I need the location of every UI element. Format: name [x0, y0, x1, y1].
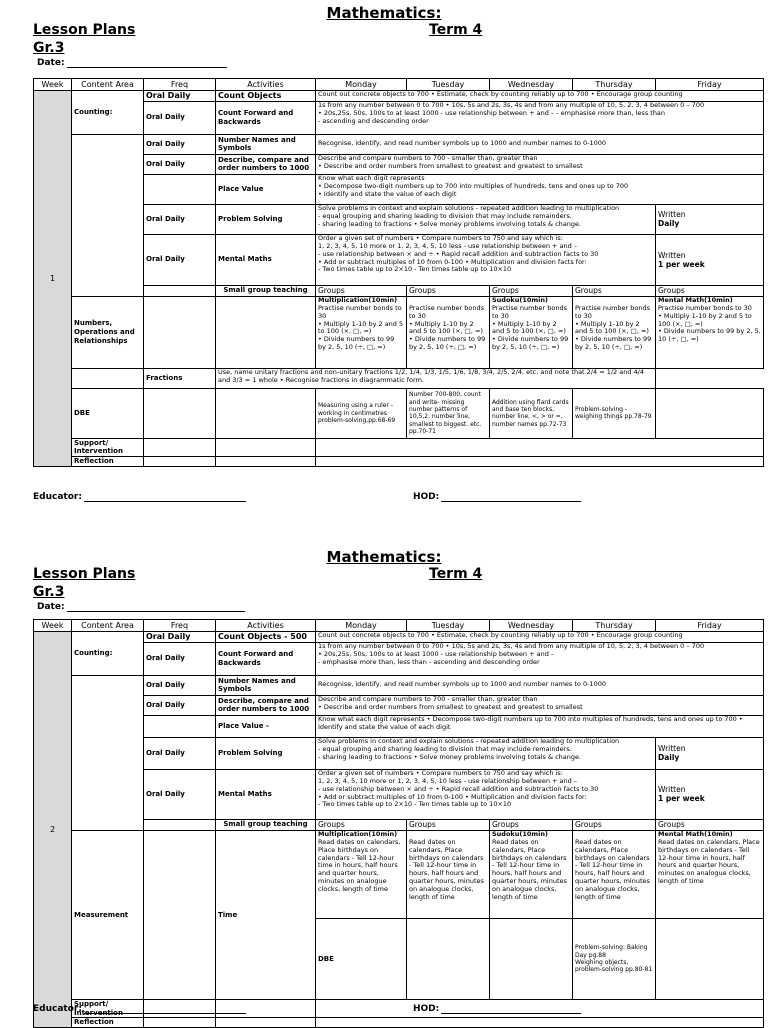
mental_maths-text — [316, 234, 656, 285]
hod-label: HOD: — [413, 1004, 440, 1014]
term-label: Term 4 — [429, 22, 483, 38]
freq-cell — [144, 1018, 216, 1028]
groups-cell: Groups — [316, 285, 407, 296]
mental_maths-description: Order a given set of numbers • Compare numbers to 750 and say which is: 1, 2, 3, 4, 5, 10 more or 1, 2, 3, 4, 5, 10 less - use relationship between + and – - use relationship between × and ÷ • Rapid recall addition and subtraction facts to 30 • Add or subtract multiples of 10 from 0-100 • Multiplication and division facts for: - Two times table up to 2×10 - Ten times table up to 10×10 — [318, 769, 599, 809]
header-0: Week — [34, 79, 72, 91]
lesson-plan-table — [33, 78, 764, 467]
dbe-text: Addition using flard cards and base ten blocks, number line, <, > or =, number names pp.72-73 — [492, 398, 569, 428]
educator-signature — [33, 492, 246, 502]
day-activity-cell — [490, 296, 573, 368]
activity-text: Practise number bonds to 30 • Multiply 1-10 by 2 and 5 to 100 (×, □, =) • Divide numbers to 99 by 2, 5, 10 (÷, □, =) — [575, 303, 652, 352]
subject-title: Mathematics: — [326, 4, 442, 22]
count-forward-text — [316, 642, 764, 675]
activity-title: Multiplication(10min) — [318, 830, 398, 838]
small-group-label: Small group teaching — [216, 285, 316, 296]
activity-cell — [216, 388, 316, 438]
describe-description: Describe and compare numbers to 700 - smaller than, greater than • Describe and order numbers from smallest to greatest and greatest to smallest — [318, 695, 583, 711]
day-activity-cell — [407, 830, 490, 918]
activity-cell: Problem Solving — [216, 737, 316, 769]
fractions-description: Use, name unitary fractions and non-unitary fractions 1/2, 1/4, 1/3, 1/5, 1/6, 1/8, 3/4, 2/5, 2/4, etc. and note that 2/4 = 1/2 and 4/4 and 3/3 = 1 whole • Recognise fractions in diagrammatic form. — [218, 368, 644, 384]
lesson-plans-title: Lesson Plans — [33, 22, 136, 38]
header-4: Monday — [316, 79, 407, 91]
mental_maths-description: Order a given set of numbers • Compare numbers to 750 and say which is: 1, 2, 3, 4, 5, 10 more or 1, 2, 3, 4, 5, 10 less - use relationship between + and – - use relationship between × and ÷ • Rapid recall addition and subtraction facts to 30 • Add or subtract multiples of 10 from 0-100 • Multiplication and division facts for: - Two times table up to 2×10 - Ten times table up to 10×10 — [318, 234, 599, 274]
freq-cell — [144, 174, 216, 204]
date-line — [67, 59, 227, 68]
header-5: Tuesday — [407, 620, 490, 632]
problem_solving-written — [656, 737, 764, 769]
lesson-plans-title: Lesson Plans — [33, 566, 136, 582]
grade-label: Gr.3 — [33, 584, 65, 600]
day-activity-cell — [573, 296, 656, 368]
header-7: Thursday — [573, 79, 656, 91]
date-field — [37, 602, 245, 612]
hod-line — [441, 493, 581, 502]
activity-text: Practise number bonds to 30 • Multiply 1-10 by 2 and 5 to 100 (×, □, =) • Divide numbers to 99 by 2, 5, 10 (÷, □, =) — [409, 303, 486, 352]
activity-cell: Describe, compare and order numbers to 1000 — [216, 695, 316, 715]
dbe-cell — [407, 388, 490, 438]
reflection-label: Reflection — [72, 456, 144, 466]
count-forward-text — [316, 101, 764, 134]
written-frequency: 1 per week — [658, 794, 705, 804]
count-objects-text — [316, 632, 764, 643]
empty-cell — [316, 438, 764, 456]
number-names-text — [316, 675, 764, 695]
place_value-text — [316, 715, 764, 737]
header-4: Monday — [316, 620, 407, 632]
groups-cell: Groups — [490, 285, 573, 296]
freq-cell: Oral Daily — [144, 632, 216, 643]
date-label: Date: — [37, 602, 65, 612]
table-header — [34, 79, 764, 91]
activity-text: Practise number bonds to 30 • Multiply 1-10 by 2 and 5 to 100 (×, □, =) • Divide numbers to 99 by 2, 5, 10 (÷, □, =) — [492, 303, 569, 352]
dbe-text: Number 700-800, count and write- missing number patterns of 10,5,2, number line, smallest to biggest. etc. pp.70-71 — [409, 391, 482, 435]
activity-title: Sudoku(10min) — [492, 296, 548, 304]
activity-text: Read dates on calendars, Place birthdays on calendars - Tell 12-hour time in hours, half hours and quarter hours, minutes on analogue clocks, length of time — [318, 837, 401, 894]
header-2: Freq — [144, 620, 216, 632]
hod-signature — [413, 492, 581, 502]
header-3: Activities — [216, 79, 316, 91]
problem_solving-written — [656, 204, 764, 234]
freq-cell: Oral Daily — [144, 91, 216, 102]
activity-cell — [216, 456, 316, 466]
freq-cell — [144, 296, 216, 368]
written-label: Written — [658, 785, 686, 795]
lesson-plan-table — [33, 619, 764, 1028]
hod-line — [441, 1005, 581, 1014]
freq-cell — [72, 368, 144, 388]
groups-cell: Groups — [316, 819, 407, 830]
freq-cell — [144, 388, 216, 438]
activity-cell: Place Value - — [216, 715, 316, 737]
small-group-label: Small group teaching — [216, 819, 316, 830]
activity-text: Read dates on calendars, Place birthdays on calendars - Tell 12-hour time in hours, half hours and quarter hours, minutes on analogue clocks, length of time — [575, 837, 650, 902]
freq-cell: Oral Daily — [144, 769, 216, 819]
activity-title: Mental Math(10min) — [658, 296, 733, 304]
describe-text — [316, 695, 764, 715]
written-frequency: Daily — [658, 753, 680, 763]
empty-cell — [316, 456, 764, 466]
dbe-cell — [656, 918, 764, 999]
count-forward-description: 1s from any number between 0 to 700 • 10s, 5s and 2s, 3s, 4s and from any multiple of 10, 5, 2, 3, 4 between 0 – 700 • 20s,25s, 50s, 100s to at least 1000 - use relationship between + and – - emphasise more than, less than - ascending and descending order — [318, 642, 705, 666]
number-names-description: Recognise, identify, and read number symbols up to 1000 and number names to 0-1000 — [318, 680, 607, 689]
date-field — [37, 58, 227, 68]
header-8: Friday — [656, 620, 764, 632]
problem_solving-text — [316, 204, 656, 234]
educator-signature — [33, 1004, 246, 1014]
activity-cell: Place Value — [216, 174, 316, 204]
header-5: Tuesday — [407, 79, 490, 91]
day-activity-cell — [656, 296, 764, 368]
dbe-text: Problem-solving - weighing things pp.78-79 — [575, 405, 652, 421]
header-1: Content Area — [72, 620, 144, 632]
place_value-description: Know what each digit represents • Decompose two-digit numbers up to 700 into multiples of hundreds, tens and ones up to 700 • Identify and state the value of each digit — [318, 174, 629, 198]
freq-cell — [144, 456, 216, 466]
educator-line — [84, 493, 246, 502]
groups-cell: Groups — [656, 819, 764, 830]
written-frequency: Daily — [658, 219, 680, 229]
freq-cell: Oral Daily — [144, 204, 216, 234]
written-label: Written — [658, 210, 686, 220]
dbe-text: Measuring using a ruler - working in centimetres problem-solving,pp.68-69 — [318, 402, 396, 424]
activity-cell: Mental Maths — [216, 234, 316, 285]
support-label: Support/ Intervention — [72, 1000, 144, 1018]
topic-activity-cell — [216, 296, 316, 368]
day-activity-cell — [656, 830, 764, 918]
activity-cell — [216, 438, 316, 456]
freq-cell: Oral Daily — [144, 675, 216, 695]
header-0: Week — [34, 620, 72, 632]
content-area-blank — [72, 134, 144, 296]
day-activity-cell — [490, 830, 573, 918]
activity-text: Read dates on calendars, Place birthdays on calendars - Tell 12-hour time in hours, half hours and quarter hours, minutes on analogue clocks, length of time — [409, 837, 484, 902]
activity-cell: Number Names and Symbols — [216, 134, 316, 154]
mental_maths-written — [656, 234, 764, 285]
header-8: Friday — [656, 79, 764, 91]
number-names-description: Recognise, identify, and read number symbols up to 1000 and number names to 0-1000 — [318, 139, 607, 148]
empty-cell — [316, 1018, 764, 1028]
written-label: Written — [658, 250, 686, 260]
freq-cell: Oral Daily — [144, 642, 216, 675]
header-3: Activities — [216, 620, 316, 632]
dbe-cell — [573, 918, 656, 999]
groups-cell: Groups — [490, 819, 573, 830]
term-label: Term 4 — [429, 566, 483, 582]
topic-activity-cell: Fractions — [144, 368, 216, 388]
count-objects-description: Count out concrete objects to 700 • Estimate, check by counting reliably up to 700 • Encourage group counting — [318, 631, 683, 639]
freq-cell — [407, 918, 490, 999]
header-1: Content Area — [72, 79, 144, 91]
header-7: Thursday — [573, 620, 656, 632]
groups-cell: Groups — [656, 285, 764, 296]
hod-signature — [413, 1004, 581, 1014]
subject-title: Mathematics: — [326, 548, 442, 566]
content-area-cell: Numbers, Operations and Relationships — [72, 296, 144, 368]
activity-cell: Describe, compare and order numbers to 1000 — [216, 154, 316, 174]
counting-cell: Counting: — [72, 91, 144, 135]
hod-label: HOD: — [413, 492, 440, 502]
content-area-cell: Measurement — [72, 830, 144, 999]
topic-activity-cell: Time — [216, 830, 316, 999]
dbe-cell — [316, 388, 407, 438]
date-label: Date: — [37, 58, 65, 68]
activity-text: Practise number bonds to 30 • Multiply 1-10 by 2 and 5 to 100 (×, □, =) • Divide numbers to 99 by 2, 5, 10 (÷, □, =) — [658, 303, 761, 344]
educator-label: Educator: — [33, 492, 82, 502]
freq-cell: Oral Daily — [144, 695, 216, 715]
activity-title: Sudoku(10min) — [492, 830, 548, 838]
support-label: Support/ Intervention — [72, 438, 144, 456]
freq-cell: Oral Daily — [144, 101, 216, 134]
counting-cell: Counting: — [72, 632, 144, 676]
day-activity-cell — [573, 830, 656, 918]
educator-line — [84, 1005, 246, 1014]
freq-cell — [144, 285, 216, 296]
describe-description: Describe and compare numbers to 700 - smaller than, greater than • Describe and order numbers from smallest to greatest and greatest to smallest — [318, 154, 583, 170]
written-frequency: 1 per week — [658, 259, 705, 269]
activity-text: Practise number bonds to 30 • Multiply 1-10 by 2 and 5 to 100 (×, □, =) • Divide numbers to 99 by 2, 5, 10 (÷, □, =) — [318, 303, 404, 352]
freq-cell: Oral Daily — [144, 234, 216, 285]
activity-cell — [490, 918, 573, 999]
problem_solving-description: Solve problems in context and explain solutions - repeated addition leading to multiplication - equal grouping and sharing leading to division that may include remainders. - sharing leading to fractions • Solve money problems involving totals & change. — [318, 204, 620, 228]
activity-text: Read dates on calendars, Place birthdays on calendars - Tell 12-hour time in hours, half hours and quarter hours, minutes on analogue clocks, length of time — [492, 837, 567, 902]
number-names-text — [316, 134, 764, 154]
fractions-text — [216, 368, 656, 388]
dbe-cell — [573, 388, 656, 438]
header-6: Wednesday — [490, 620, 573, 632]
activity-text: Read dates on calendars, Place birthdays on calendars - Tell 12-hour time in hours, half hours and quarter hours, minutes on analogue clocks, length of time — [658, 837, 760, 886]
header-6: Wednesday — [490, 79, 573, 91]
problem_solving-description: Solve problems in context and explain solutions - repeated addition leading to multiplication - equal grouping and sharing leading to division that may include remainders. - sharing leading to fractions • Solve money problems involving totals & change. — [318, 737, 620, 761]
dbe-label: DBE — [72, 388, 144, 438]
grade-label: Gr.3 — [33, 40, 65, 56]
table-header — [34, 620, 764, 632]
place_value-description: Know what each digit represents • Decompose two-digit numbers up to 700 into multiples of hundreds, tens and ones up to 700 • Identify and state the value of each digit — [318, 715, 743, 731]
header-2: Freq — [144, 79, 216, 91]
mental_maths-written — [656, 769, 764, 819]
describe-text — [316, 154, 764, 174]
mental_maths-text — [316, 769, 656, 819]
count-objects-description: Count out concrete objects to 700 • Estimate, check by counting reliably up to 700 • Encourage group counting — [318, 90, 683, 98]
freq-cell — [144, 715, 216, 737]
groups-cell: Groups — [573, 285, 656, 296]
freq-cell: Oral Daily — [144, 134, 216, 154]
freq-cell — [144, 438, 216, 456]
freq-cell: Oral Daily — [144, 737, 216, 769]
week-cell: 2 — [34, 632, 72, 1028]
week-cell: 1 — [34, 91, 72, 467]
day-activity-cell — [407, 296, 490, 368]
dbe-cell — [490, 388, 573, 438]
activity-cell — [216, 1018, 316, 1028]
dbe-label: DBE — [316, 918, 407, 999]
reflection-label: Reflection — [72, 1018, 144, 1028]
activity-cell: Count Forward and Backwards — [216, 101, 316, 134]
written-label: Written — [658, 744, 686, 754]
activity-cell: Mental Maths — [216, 769, 316, 819]
activity-title: Mental Math(10min) — [658, 830, 733, 838]
date-line — [67, 603, 245, 612]
day-activity-cell — [316, 296, 407, 368]
activity-cell: Count Forward and Backwards — [216, 642, 316, 675]
count-objects-text — [316, 91, 764, 102]
groups-cell: Groups — [407, 819, 490, 830]
freq-cell — [144, 819, 216, 830]
groups-cell: Groups — [573, 819, 656, 830]
dbe-text: Problem-solving: Baking Day pg.88 Weighing objects, problem-solving pp.80-81 — [575, 944, 653, 974]
problem_solving-text — [316, 737, 656, 769]
activity-title: Multiplication(10min) — [318, 296, 398, 304]
activity-cell: Count Objects — [216, 91, 316, 102]
place_value-text — [316, 174, 764, 204]
groups-cell: Groups — [407, 285, 490, 296]
freq-cell — [144, 830, 216, 999]
count-forward-description: 1s from any number between 0 to 700 • 10s, 5s and 2s, 3s, 4s and from any multiple of 10, 5, 2, 3, 4 between 0 – 700 • 20s,25s, 50s, 100s to at least 1000 - use relationship between + and – - emphasise more than, less than - ascending and descending order — [318, 101, 705, 125]
activity-cell: Count Objects - 500 — [216, 632, 316, 643]
day-activity-cell — [316, 830, 407, 918]
content-area-blank — [72, 675, 144, 830]
dbe-cell — [656, 388, 764, 438]
activity-cell: Problem Solving — [216, 204, 316, 234]
educator-label: Educator: — [33, 1004, 82, 1014]
activity-cell: Number Names and Symbols — [216, 675, 316, 695]
freq-cell: Oral Daily — [144, 154, 216, 174]
